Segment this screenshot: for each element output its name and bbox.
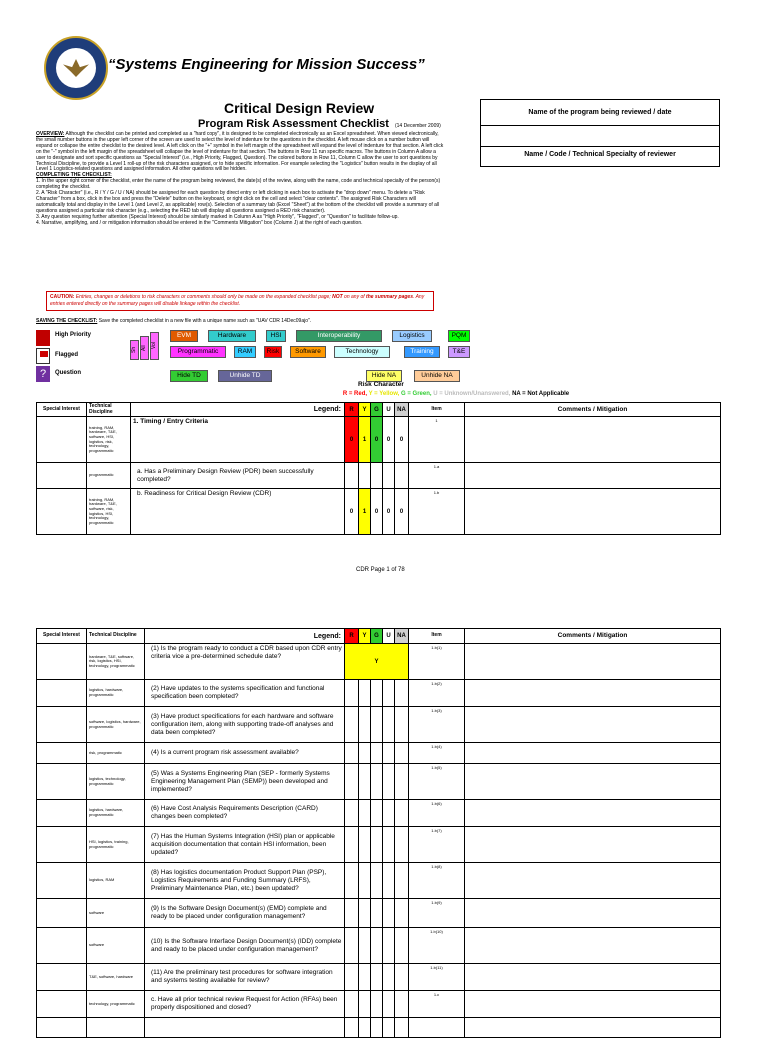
table-row: software (9) Is the Software Design Document(s) (EMD) complete and ready to be placed under configuration management? 1.b(9) — [37, 899, 721, 928]
flagged-label: Flagged — [55, 352, 79, 358]
ram-button[interactable]: RAM — [234, 346, 256, 358]
document-title: Critical Design Review — [224, 100, 375, 116]
table-header-row: Special Interest Technical Discipline Legend: R Y G U NA Item Comments / Mitigation — [37, 403, 721, 417]
vol-button[interactable]: Vol — [150, 332, 159, 360]
reviewer-label: Name / Code / Technical Specialty of reviewer — [524, 151, 676, 158]
table-row: T&E, software, hardware (11) Are the preliminary test procedures for software integration and systems testing available for review? 1.b(11) — [37, 964, 721, 991]
special-interest-cell[interactable] — [37, 417, 87, 463]
table-row: hardware, T&E, software, risk, logistics, HSI, technology, programmatic (1) Is the program ready to conduct a CDR based upon CDR entry criteria vice a pre-determined schedule date? Y 1.b(1) — [37, 644, 721, 680]
interoperability-button[interactable]: Interoperability — [296, 330, 382, 342]
table-header-row: Special Interest Technical Discipline Legend: R Y G U NA Item Comments / Mitigation — [37, 629, 721, 644]
checklist-table-page1 — [36, 402, 721, 535]
document-subtitle: Program Risk Assessment Checklist (14 December 2009) — [198, 118, 441, 130]
question-label: Question — [55, 370, 82, 376]
technology-button[interactable]: Technology — [334, 346, 390, 358]
training-button[interactable]: Training — [404, 346, 440, 358]
unhide-td-button[interactable]: Unhide TD — [218, 370, 272, 382]
table-row: software, logistics, hardware, programmatic (3) Have product specifications for each hardware and software configuration item, along with supporting trade-off analyses and data been completed? 1.b(3) — [37, 707, 721, 743]
high-priority-icon[interactable] — [36, 330, 50, 346]
table-row: logistics, technology, programmatic (5) Was a Systems Engineering Plan (SEP - formerly Systems Engineering Management Plan (SEMP)) been developed and implemented? 1.b(5) — [37, 764, 721, 800]
pqm-button[interactable]: PQM — [448, 330, 470, 342]
comments-cell[interactable] — [465, 417, 721, 463]
dod-seal-icon — [44, 36, 108, 100]
all-button[interactable]: All — [140, 336, 149, 360]
risk-button[interactable]: Risk — [264, 346, 282, 358]
checklist-table-page2 — [36, 628, 721, 1038]
table-row: HSI, logistics, training, programmatic (7) Has the Human Systems Integration (HSI) plan or applicable acquisition documentation that contain HSI information, been updated? 1.b(7) — [37, 827, 721, 863]
show-all-button[interactable]: Sh — [130, 340, 139, 360]
page-footer: CDR Page 1 of 78 — [356, 567, 405, 573]
table-row: programmatic a. Has a Preliminary Design Review (PDR) been successfully completed? 1.a — [37, 463, 721, 489]
risk-character-header: Risk Character — [358, 381, 404, 388]
logistics-button[interactable]: Logistics — [392, 330, 432, 342]
risk-legend-line: R = Red, Y = Yellow, G = Green, U = Unknown/Unanswered, NA = Not Applicable — [342, 391, 570, 397]
document-date: (14 December 2009) — [394, 123, 441, 129]
unhide-na-button[interactable]: Unhide NA — [414, 370, 460, 382]
hsi-button[interactable]: HSI — [266, 330, 286, 342]
flag-icon[interactable] — [36, 348, 50, 364]
program-name-field[interactable] — [481, 126, 719, 147]
program-name-label: Name of the program being reviewed / date — [481, 100, 719, 126]
program-info-box — [480, 99, 720, 167]
software-button[interactable]: Software — [290, 346, 326, 358]
table-row: logistics, hardware, programmatic (6) Have Cost Analysis Requirements Description (CARD) changes been completed? 1.b(6) — [37, 800, 721, 827]
te-button[interactable]: T&E — [448, 346, 470, 358]
saving-instructions: SAVING THE CHECKLIST: Save the completed checklist in a new file with a unique name such as "UAV CDR 14Dec09ajo". — [36, 318, 312, 324]
table-row: logistics, RAM (8) Has logistics documentation Product Support Plan (PSP), Logistics Requirements and Funding Summary (LRFS), Preliminary Maintenance Plan, etc.) been updated? 1.b(8) — [37, 863, 721, 899]
evm-button[interactable]: EVM — [170, 330, 198, 342]
hide-na-button[interactable]: Hide NA — [366, 370, 402, 382]
question-icon[interactable]: ? — [36, 366, 50, 382]
table-row: training, RAM, hardware, T&E, software, HSI, logistics, risk, technology, programmatic 1. Timing / Entry Criteria 0 1 0 0 0 1 — [37, 417, 721, 463]
table-row: logistics, hardware, programmatic (2) Have updates to the systems specification and functional specification been completed? 1.b(2) — [37, 680, 721, 707]
tagline: “Systems Engineering for Mission Success” — [108, 56, 425, 73]
caution-box: CAUTION: Entries, changes or deletions to risk characters or comments should only be made on the expanded checklist page; NOT on any of the summary pages. Any entries entered directly on the summary pages will disable linkage within the checklist. — [46, 291, 434, 311]
high-priority-label: High Priority — [55, 332, 92, 338]
table-row: technology, programmatic c. Have all prior technical review Request for Action (RFAs) been properly dispositioned and closed? 1.c — [37, 991, 721, 1018]
table-row — [37, 1018, 721, 1038]
table-row: software (10) Is the Software Interface Design Document(s) (IDD) complete and ready to be placed under configuration management? 1.b(10) — [37, 928, 721, 964]
programmatic-button[interactable]: Programmatic — [170, 346, 226, 358]
table-row: risk, programmatic (4) Is a current program risk assessment available? 1.b(4) — [37, 743, 721, 764]
table-row: training, RAM, hardware, T&E, software, risk, logistics, HSI, technology, programmatic b. Readiness for Critical Design Review (CDR) 0 1 0 0 0 1.b — [37, 489, 721, 535]
hardware-button[interactable]: Hardware — [208, 330, 256, 342]
hide-td-button[interactable]: Hide TD — [170, 370, 208, 382]
overview-text: OVERVIEW: Although the checklist can be printed and completed as a "hard copy", it is designed to be completed electronically as an Excel spreadsheet. When viewed electronically, the small number buttons in the upper left corner of the screen are used to select the level of indenture for the questions in the checklist. A left mouse click on a number button will expand or collapse the entire checklist to the desired level. A left click on the "+" symbol in the left margin of the spreadsheet will expand the level of indenture for that section. A left click on the "-" symbol in the left margin of the spreadsheet will collapse the level of indenture for that section. The buttons in Row 11 run specific macros. The buttons in Column A allow a user to designate and sort specific questions as "Special Interest" (i.e., High Priority, Flagged, Question). The colored buttons in Row 11, Column C allow the user to sort questions by Technical Discipline, to provide a Level 1 roll-up of the risk characters assigned, or to hide specific information. For example selecting the "Logistics" button results in the display of all Level 1 Logistics-related questions and assigned information. All other questions will be hidden. COMPLETING THE CHECKLIST: 1. In the upper right corner of the checklist, enter the name of the program being reviewed, the date(s) of the review, along with the name, code and technical specialty of the person(s) completing the checklist. 2. A "Risk Character" (i.e., R / Y / G / U / NA) should be assigned for each question by direct entry or left clicking in each box to activate the "drop down" menu. To delete a "Risk Character" from a box, click in the box and press the "Delete" button on the keyboard, or right click on the cell and select "clear contents". The assigned Risk Characters will automatically total and display in the Level 1 (and Level 2, as applicable) row(s). Selection of a summary tab (Excel "Sheet") at the bottom of the checklist will provide a summary of all questions assigned a particular risk character (e.g., selecting the RED tab will display all questions assigned a RED risk character). 3. Any question requiring further attention (Special Interest) should be similarly marked in Column A as "High Priority", "Flagged", or "Question" to facilitate follow-up. 4. Narrative, amplifying, and / or mitigation information should be entered in the "Comments Mitigation" box (Column J) at the right of each question. — [36, 131, 444, 226]
completing-heading: COMPLETING THE CHECKLIST: — [36, 172, 112, 179]
